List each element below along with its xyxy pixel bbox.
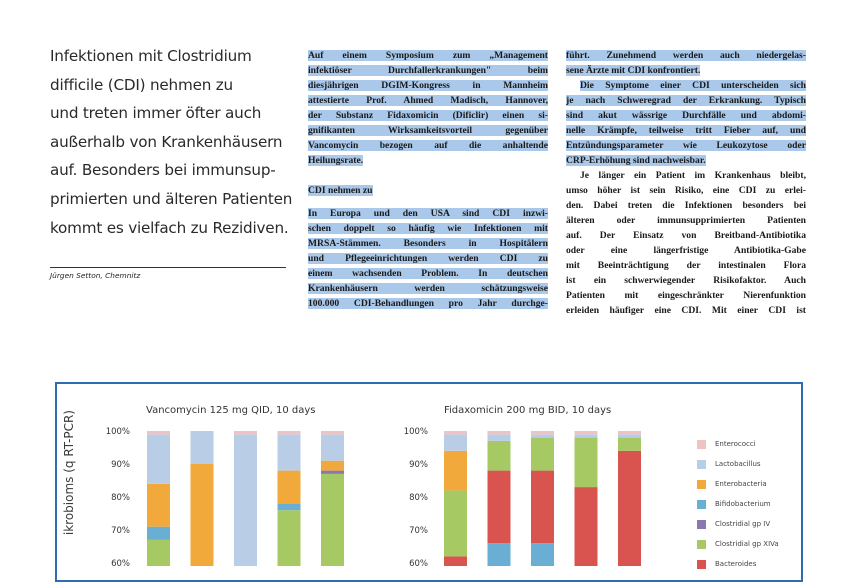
bar-segment [234, 434, 257, 566]
text-line: CRP-Erhöhung sind nachweisbar. [566, 155, 706, 166]
legend-label: Enterobacteria [715, 480, 767, 488]
y-tick-label: 90% [409, 460, 428, 470]
bar-segment [531, 543, 554, 566]
legend-swatch [697, 460, 706, 469]
bar-segment [488, 471, 511, 544]
bar-segment [234, 431, 257, 434]
text-line: einem wachsenden Problem. In deutschen [308, 268, 548, 279]
text-line: umso höher ist sein Risiko, eine CDI zu erlei- [566, 185, 806, 196]
bar-segment [191, 464, 214, 566]
panel-title: Fidaxomicin 200 mg BID, 10 days [444, 405, 612, 416]
text-line: sind akut wässrige Durchfälle und abdomi- [566, 110, 806, 121]
bar-segment [278, 431, 301, 434]
text-line: ist ein schwerwiegender Risikofaktor. Auch [566, 275, 806, 286]
text-line: oder eine längerfristige Antibiotika-Gabe [566, 245, 806, 256]
legend-item [697, 534, 779, 554]
text-line: und Pflegeeinrichtungen werden CDI zu [308, 253, 548, 264]
legend-swatch [697, 540, 706, 549]
bar-segment [444, 490, 467, 556]
bar-segment [531, 431, 554, 434]
chart-y-axis-label: ikrobioms (q RT-PCR) [62, 410, 76, 536]
bar-segment [278, 504, 301, 511]
bar-segment [147, 484, 170, 527]
bar-segment [147, 431, 170, 434]
y-tick-label: 70% [409, 526, 428, 536]
y-tick-label: 60% [111, 559, 130, 566]
legend-item [697, 554, 779, 574]
bar-segment [278, 434, 301, 470]
bar-segment [488, 431, 511, 434]
legend-label: Lactobacillus [715, 460, 761, 468]
legend-label: Clostridial gp XIVa [715, 540, 779, 548]
text-line: Krankenhäusern werden schätzungsweise [308, 283, 548, 294]
text-line: nelle Krämpfe, teilweise tritt Fieber auf, und [566, 125, 806, 136]
legend-swatch [697, 480, 706, 489]
legend-item [697, 494, 779, 514]
legend-swatch [697, 560, 706, 569]
bar-segment [618, 451, 641, 566]
text-line: der Substanz Fidaxomicin (Dificlir) einen si- [308, 110, 548, 121]
bar-segment [278, 471, 301, 504]
legend-item [697, 514, 779, 534]
text-line: mit Beeinträchtigung der intestinalen Flora [566, 260, 806, 271]
bar-segment [618, 434, 641, 437]
text-line: gnifikanten Wirksamkeitsvorteil gegenüber [308, 125, 548, 136]
bar-segment [488, 543, 511, 566]
bar-segment [444, 434, 467, 451]
y-tick-label: 80% [409, 493, 428, 503]
lead-line: primierten und älteren Patienten [50, 189, 293, 208]
bar-segment [321, 431, 344, 434]
bar-segment [575, 487, 598, 566]
y-tick-label: 100% [105, 427, 130, 437]
text-line: schen doppelt so häufig wie Infektionen mit [308, 223, 548, 234]
bar-segment [278, 510, 301, 566]
y-tick-label: 70% [111, 526, 130, 536]
lead-line: Infektionen mit Clostridium [50, 47, 252, 65]
bar-segment [444, 556, 467, 566]
bar-segment [321, 434, 344, 460]
bar-segment [575, 434, 598, 437]
text-line: Heilungsrate. [308, 155, 364, 166]
legend-label: Clostridial gp IV [715, 520, 771, 528]
y-tick-label: 60% [409, 559, 428, 566]
text-line: Patienten mit eingeschränkter Nierenfunktion [566, 290, 806, 301]
legend-swatch [697, 440, 706, 449]
bar-segment [191, 431, 214, 464]
text-line: attestierte Prof. Ahmed Madisch, Hannover, [308, 95, 548, 106]
bar-segment [531, 438, 554, 471]
author-byline: Jürgen Setton, Chemnitz [50, 271, 141, 280]
chart-legend [697, 434, 779, 574]
bar-segment [531, 434, 554, 437]
legend-label: Bacteroides [715, 560, 757, 568]
text-line: älteren oder immunsupprimierten Patienten [566, 215, 806, 226]
bar-segment [321, 461, 344, 471]
bar-segment [147, 540, 170, 566]
bar-segment [147, 434, 170, 484]
y-tick-label: 90% [111, 460, 130, 470]
text-line: sene Ärzte mit CDI konfrontiert. [566, 65, 701, 76]
bar-segment [444, 451, 467, 491]
y-tick-label: 80% [111, 493, 130, 503]
panel-title: Vancomycin 125 mg QID, 10 days [146, 405, 316, 416]
bar-segment [531, 471, 554, 544]
lead-line: kommt es vielfach zu Rezidiven. [50, 218, 289, 237]
text-line: auf. Der Einsatz von Breitband-Antibiotika [566, 230, 806, 241]
bar-segment [618, 431, 641, 434]
lead-line: difficile (CDI) nehmen zu [50, 75, 233, 94]
text-line: den. Dabei treten die Infektionen besonders bei [566, 200, 806, 211]
text-line: erleiden häufiger eine CDI. Mit einer CDI ist [566, 305, 806, 316]
legend-swatch [697, 520, 706, 529]
text-line: Entzündungsparameter wie Leukozytose oder [566, 140, 806, 151]
bar-segment [488, 441, 511, 471]
text-line: je nach Schweregrad der Erkrankung. Typisch [566, 95, 806, 106]
legend-item [697, 474, 779, 494]
legend-label: Bifidobacterium [715, 500, 771, 508]
text-line: Die Symptome einer CDI unterscheiden sich [580, 80, 806, 91]
legend-label: Enterococci [715, 440, 756, 448]
bar-segment [444, 431, 467, 434]
lead-line: und treten immer öfter auch [50, 104, 262, 123]
text-line: MRSA-Stämmen. Besonders in Hospitälern [308, 238, 548, 249]
text-line: In Europa und den USA sind CDI inzwi- [308, 208, 548, 219]
text-line: Auf einem Symposium zum „Management [308, 50, 548, 61]
bar-segment [575, 438, 598, 488]
section-heading: CDI nehmen zu [308, 185, 373, 196]
bar-segment [147, 527, 170, 540]
legend-item [697, 454, 779, 474]
bar-segment [488, 434, 511, 441]
lead-line: außerhalb von Krankenhäusern [50, 132, 283, 151]
bar-segment [575, 431, 598, 434]
legend-swatch [697, 500, 706, 509]
bar-segment [321, 474, 344, 566]
lead-line: auf. Besonders bei immunsup- [50, 161, 276, 180]
bar-segment [321, 471, 344, 474]
y-tick-label: 100% [403, 427, 428, 437]
bar-segment [618, 438, 641, 451]
legend-item [697, 434, 779, 454]
text-line: 100.000 CDI-Behandlungen pro Jahr durchge- [308, 298, 548, 309]
text-line: Vancomycin bezogen auf die anhaltende [308, 140, 548, 151]
text-line: Je länger ein Patient im Krankenhaus bleibt, [580, 170, 806, 181]
text-line: führt. Zunehmend werden auch niedergelas- [566, 50, 806, 61]
text-line: infektiöser Durchfallerkrankungen" beim [308, 65, 548, 76]
text-line: diesjährigen DGIM-Kongress in Mannheim [308, 80, 548, 91]
